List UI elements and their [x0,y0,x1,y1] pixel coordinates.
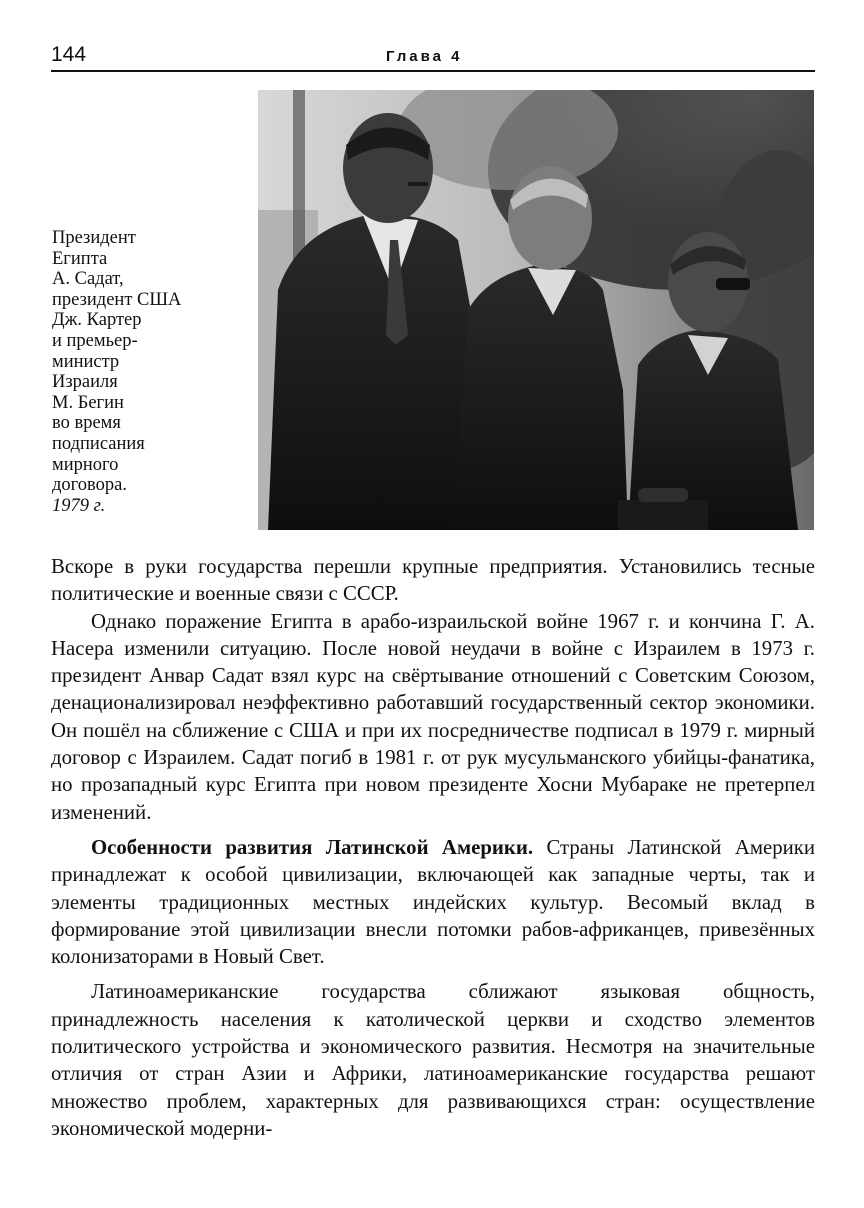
caption-line: президент США [52,289,182,310]
page-header [51,44,815,72]
historical-photo [258,90,814,530]
caption-line: договора. [52,475,127,496]
caption-line: мирного [52,454,119,475]
caption-year: 1979 г. [52,495,106,516]
caption-line: Дж. Картер [52,310,142,331]
caption-line: подписания [52,433,145,454]
section-heading: Особенности развития Латинской Америки. [91,835,534,859]
paragraph-2: Однако поражение Египта в арабо-израильской войне 1967 г. и кончина Г. А. Насера изменили ситуацию. После новой неудачи в войне с Израилем в 1973 г. президент Анвар Садат взял курс на свёртывание отношений с Советским Союзом, денационализировал неэффективно работавший государственный сектор экономики. Он пошёл на сближение с США и при их посредничестве подписал в 1979 г. мирный договор с Израилем. Садат погиб в 1981 г. от рук мусульманского убийцы-фанатика, но прозападный курс Египта при новом президенте Хосни Мубараке не претерпел изменений. [51,609,815,824]
paragraph-4: Латиноамериканские государства сближают языковая общность, принадлежность населения к католической церкви и сходство элементов политического устройства и экономического развития. Несмотря на значительные отличия от стран Азии и Африки, латиноамериканские государства решают множество проблем, характерных для развивающихся стран: осуществление экономической модерни- [51,980,815,1140]
caption-line: и премьер- [52,330,138,351]
paragraph-3-text: Страны Латинской Америки принадлежат к особой цивилизации, включающей как западные черты, так и элементы традиционных местных индейских культур. Весомый вклад в формирование этой цивилизации внесли потомки рабов-африканцев, привезённых колонизаторами в Новый Свет. [51,835,815,969]
caption-line: Президент [52,228,136,248]
photo-caption [52,228,242,516]
caption-line: Египта [52,248,108,269]
caption-line: А. Садат, [52,269,124,290]
chapter-title: Глава 4 [386,48,463,65]
page-number: 144 [51,43,87,66]
caption-line: во время [52,413,121,434]
caption-line: М. Бегин [52,392,124,413]
caption-line: Израиля [52,372,118,393]
caption-line: министр [52,351,120,372]
body-text [51,553,815,1142]
paragraph-1: Вскоре в руки государства перешли крупные предприятия. Установились тесные политические и военные связи с СССР. [51,555,815,606]
paragraph-3 [51,834,815,970]
